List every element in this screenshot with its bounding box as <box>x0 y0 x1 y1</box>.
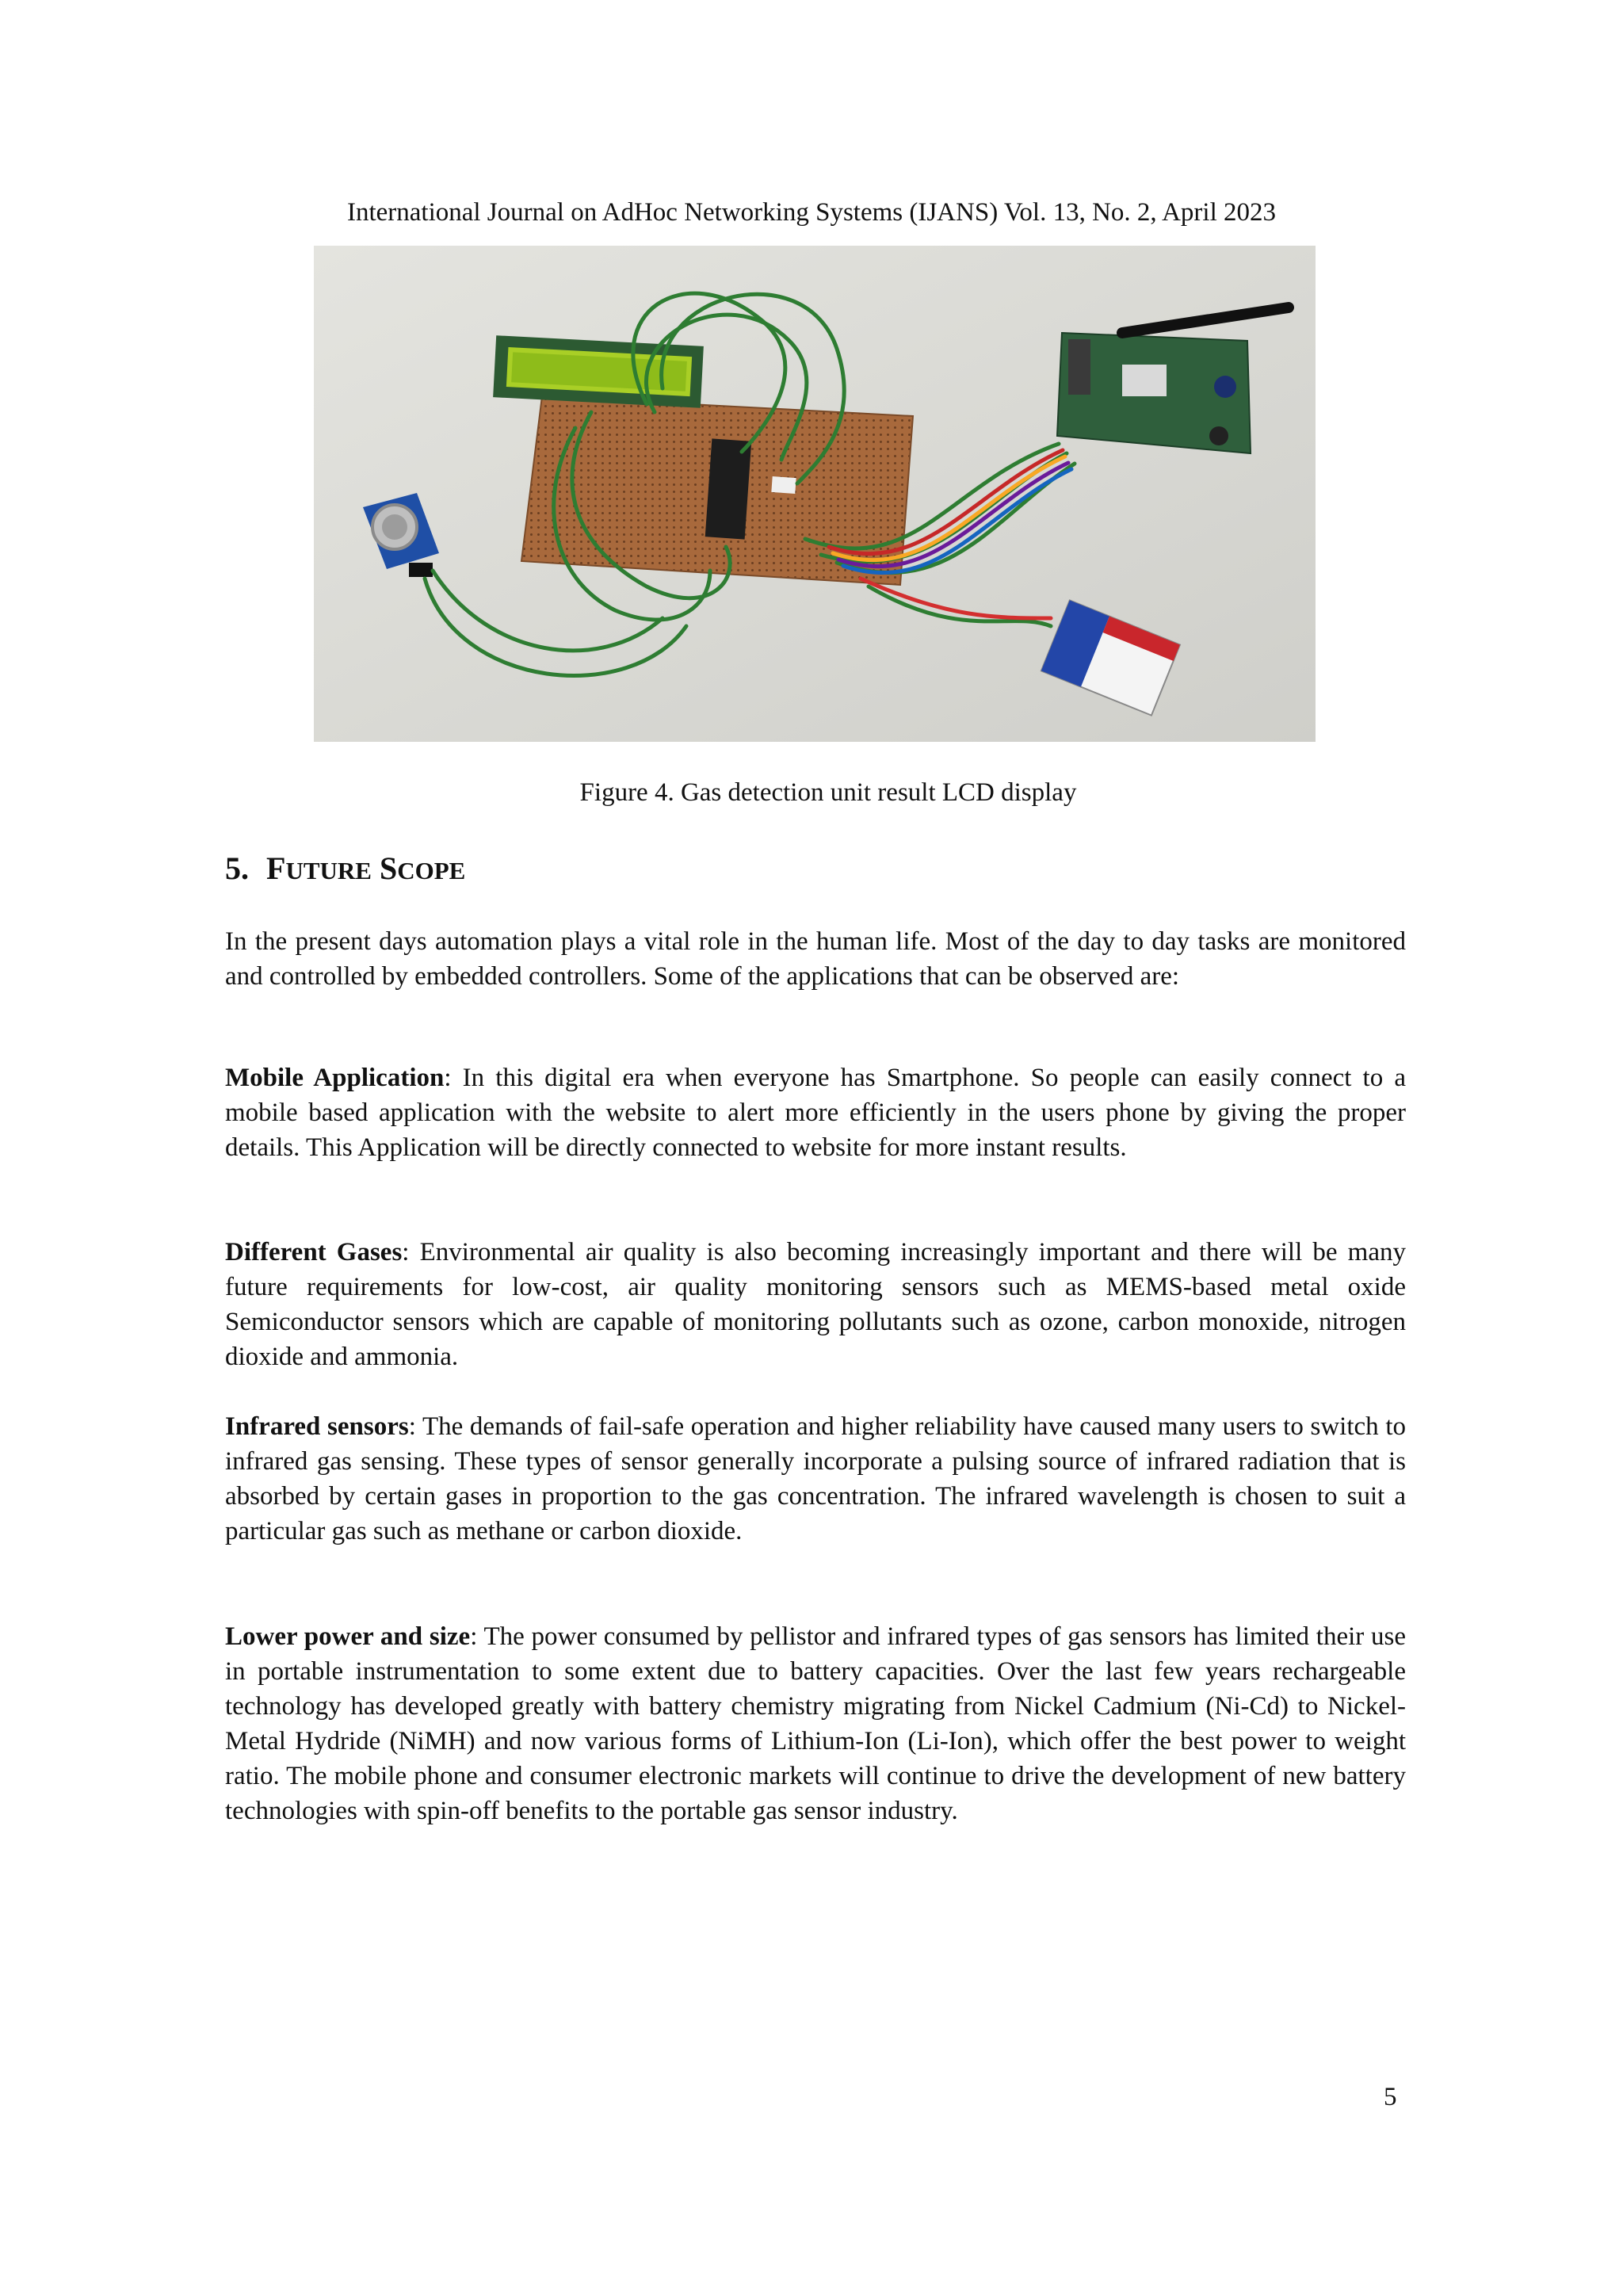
paragraph-infrared-sensors <box>225 1409 1406 1549</box>
microcontroller-chip <box>705 438 752 539</box>
paragraph-different-gases <box>225 1235 1406 1374</box>
paragraph-text: : The power consumed by pellistor and infrared types of gas sensors has limited their use in portable instrumentation to some extent due to battery capacities. Over the last few years rechargeable technology has developed greatly with battery chemistry migrating from Nickel Cadmium (Ni-Cd) to Nickel-Metal Hydride (NiMH) and now various forms of Lithium-Ion (Li-Ion), which offer the best power to weight ratio. The mobile phone and consumer electronic markets will continue to drive the development of new battery technologies with spin-off benefits to the portable gas sensor industry. <box>225 1622 1407 1825</box>
paragraph-lower-power <box>225 1619 1406 1828</box>
paragraph-lead: Mobile Application <box>225 1064 445 1092</box>
section-number: 5. <box>225 850 249 886</box>
paragraph-lead: Lower power and size <box>225 1622 471 1651</box>
section-title-initial-1: F <box>266 850 286 886</box>
figure-photo-gas-detection-unit <box>314 246 1316 742</box>
paragraph-text: : Environmental air quality is also becoming increasingly important and there will be many future requirements for low-cost, air quality monitoring sensors such as MEMS-based metal oxide Semiconductor sensors which are capable of monitoring pollutants such as ozone, carbon monoxide, nitrogen dioxide and ammonia. <box>225 1238 1406 1371</box>
figure-caption: Figure 4. Gas detection unit result LCD display <box>579 778 1077 807</box>
paragraph-mobile-application <box>225 1060 1406 1165</box>
lcd-module <box>493 335 704 408</box>
paragraph-text: : In this digital era when everyone has Smartphone. So people can easily connect to a mobile based application with the website to alert more efficiently in the users phone by giving the proper details. This Application will be directly connected to website for more instant results. <box>225 1064 1406 1162</box>
section-title-initial-2: S <box>379 850 398 886</box>
paragraph-text: : The demands of fail-safe operation and higher reliability have caused many users to switch to infrared gas sensing. These types of sensor generally incorporate a pulsing source of infrared radiation that is absorbed by certain gases in proportion to the gas concentration. The infrared wavelength is chosen to suit a particular gas such as methane or carbon dioxide. <box>225 1412 1406 1545</box>
paragraph-intro <box>225 924 1406 994</box>
section-title-rest-2: COPE <box>397 857 466 884</box>
running-header: International Journal on AdHoc Networking Systems (IJANS) Vol. 13, No. 2, April 2023 <box>346 198 1277 227</box>
paragraph-lead: Different Gases <box>225 1238 403 1266</box>
section-title-rest-1: UTURE <box>285 857 372 884</box>
section-heading <box>225 850 465 890</box>
page-number: 5 <box>1384 2083 1397 2111</box>
paragraph-text: In the present days automation plays a vital role in the human life. Most of the day to day tasks are monitored and controlled by embedded controllers. Some of the applications that can be observed are: <box>225 927 1406 991</box>
paragraph-lead: Infrared sensors <box>225 1412 409 1441</box>
